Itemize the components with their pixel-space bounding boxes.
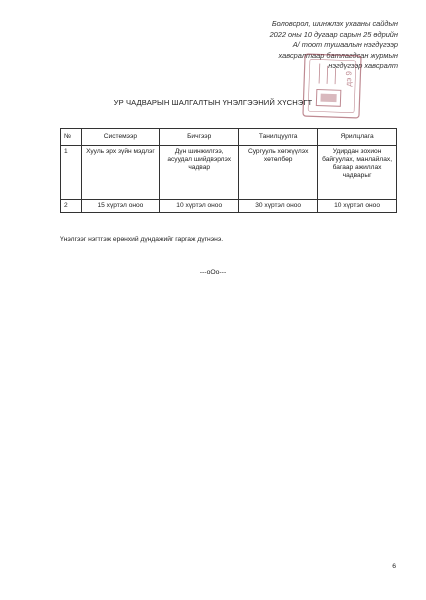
cell: Хууль эрх зүйн мэдлэг — [81, 146, 160, 200]
table-row — [61, 146, 397, 200]
summary-note: Үнэлгээг нэгтгэж ерөнхий дүндажийг гаргаж дүгнэнэ. — [60, 236, 224, 243]
cell: 2 — [61, 200, 82, 213]
col-header-presentation: Танилцуулга — [239, 129, 318, 146]
cell: 15 хүртэл оноо — [81, 200, 160, 213]
col-header-written: Бичгээр — [160, 129, 239, 146]
end-mark: ---оОо--- — [199, 269, 227, 276]
cell: Удирдан зохион байгуулах, манлайлах, багаар ажиллах чадварыг — [318, 146, 397, 200]
stamp-text: дэ 9 — [343, 70, 354, 87]
col-header-system: Системээр — [81, 129, 160, 146]
col-header-number: № — [61, 129, 82, 146]
header-note-line: 2022 оны 10 дугаар сарын 25 өдрийн — [269, 29, 398, 39]
cell: 1 — [61, 146, 82, 200]
header-note-line: Боловсрол, шинжлэх ухааны сайдын — [271, 19, 398, 28]
cell: Дүн шинжилгээ, асуудал шийдвэрлэх чадвар — [160, 146, 239, 200]
table-row — [61, 200, 397, 213]
col-header-interview: Ярилцлага — [318, 129, 397, 146]
header-note-line: хавсралтаар батлагдсан журмын — [278, 50, 398, 60]
official-stamp — [300, 51, 364, 121]
cell: 30 хүртэл оноо — [239, 200, 318, 213]
cell: 10 хүртэл оноо — [160, 200, 239, 213]
page-title: УР ЧАДВАРЫН ШАЛГАЛТЫН ҮНЭЛГЭЭНИЙ ХҮСНЭГТ — [113, 98, 313, 107]
page-number: 6 — [392, 563, 396, 570]
table-header-row — [61, 129, 397, 146]
header-note-line: А/ тоот тушаалын нэгдүгээр — [292, 40, 398, 50]
cell: 10 хүртэл оноо — [318, 200, 397, 213]
cell: Сургууль хөгжүүлэх хөтөлбөр — [239, 146, 318, 200]
evaluation-table — [60, 128, 397, 213]
header-note-line: нэгдүгээр хавсралт — [328, 61, 398, 71]
